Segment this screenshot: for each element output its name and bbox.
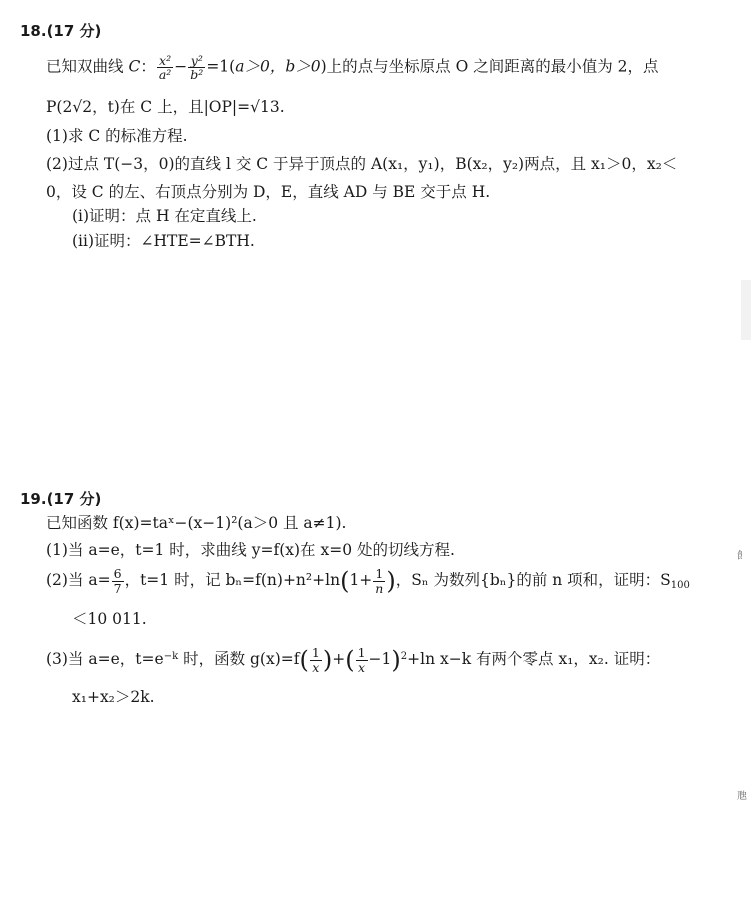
q19-p3-square: 2 [400,651,408,662]
q18-colon: ： [140,57,156,76]
q19-p2-frac-n-den: n [375,580,384,596]
q18-text-intro: 已知双曲线 [46,57,129,76]
q19-p3-frac1 [310,646,322,673]
q18-text-rest: )上的点与坐标原点 O 之间距离的最小值为 2，点 [320,57,659,76]
scan-edge-shadow [741,280,751,340]
q19-p2-frac-a-den: 7 [113,580,122,596]
q18-part2-line2: 0，设 C 的左、右顶点分别为 D，E，直线 AD 与 BE 交于点 H. [46,183,491,201]
q18-line2: P(2√2，t)在 C 上，且|OP|=√13. [46,98,285,116]
q18-part2-i: (ⅰ)证明：点 H 在定直线上. [72,207,257,225]
q18-part1: (1)求 C 的标准方程. [46,127,188,145]
q19-p2-one: 1+ [349,571,373,589]
q18-score: (17 分) [46,22,102,40]
q19-number: 19. [20,490,47,508]
q19-p3-rparen1: ) [322,646,333,674]
q19-p3-text-c: +ln x−k 有两个零点 x₁，x₂. 证明： [407,650,661,668]
q18-condition: a＞0，b＞0 [235,57,321,76]
q19-p3-frac1-num: 1 [311,645,320,661]
q19-p2-frac-a-num: 6 [113,566,122,582]
q18-frac-y [188,54,205,81]
q19-p3-text-b: 时，函数 g(x)=f [178,650,300,668]
q18-minus: − [174,57,188,76]
q19-p2-text-b: ，t=1 时，记 bₙ=f(n)+n²+ln [124,571,341,589]
q19-p3-lparen2: ( [345,646,355,674]
q19-p2-lparen: ( [340,567,350,595]
q19-p3-exp: −k [163,651,179,662]
q18-frac-x-den: a² [158,67,172,83]
q19-part1: (1)当 a=e，t=1 时，求曲线 y=f(x)在 x=0 处的切线方程. [46,541,455,559]
q19-p2-rparen: ) [386,567,396,595]
q19-p3-frac2-den: x [358,659,366,675]
q19-score: (17 分) [46,490,102,508]
q18-frac-x-num: x² [157,54,173,68]
q18-number: 18. [20,22,47,40]
q18-heading [20,22,101,41]
q19-part2-line1 [46,566,690,596]
q19-p3-frac2 [356,646,368,673]
margin-mark-low: 虺 [737,791,747,802]
q19-p2-text-a: (2)当 a= [46,571,111,589]
q18-eq: =1( [206,57,236,76]
q19-p3-lparen1: ( [299,646,309,674]
q19-heading [20,490,101,509]
q19-p2-text-c: ，Sₙ 为数列{bₙ}的前 n 项和，证明：S [395,571,671,589]
q19-p2-frac-n-num: 1 [373,567,385,581]
q19-p3-plus: + [332,650,346,668]
q18-line1 [46,54,659,81]
q19-p2-frac-n [373,567,385,594]
q19-part3-line1 [46,645,660,675]
q19-p3-text-a: (3)当 a=e，t=e [46,650,164,668]
margin-mark-mid: 飠 [737,551,747,562]
q19-line1: 已知函数 f(x)=taˣ−(x−1)²(a＞0 且 a≠1). [46,514,347,532]
q18-curve-name: C [128,57,141,76]
q19-p3-rparen2: ) [391,646,401,674]
q19-p3-frac2-num: 1 [357,645,366,661]
q18-part2-line1: (2)过点 T(−3，0)的直线 l 交 C 于异于顶点的 A(x₁，y₁)，B(x₂，y₂)两点，且 x₁＞0，x₂＜ [46,155,678,173]
q19-p3-minus1: −1 [368,650,392,668]
q18-part2-ii: (ⅱ)证明：∠HTE=∠BTH. [72,232,255,250]
q19-p3-frac1-den: x [312,659,320,675]
q18-frac-y-den: b² [190,67,204,83]
q19-p2-frac-a [112,567,124,594]
q19-p2-sub: 100 [670,580,690,591]
q19-part2-line2: ＜10 011. [72,610,147,628]
q18-frac-y-num: y² [188,54,205,68]
q19-part3-line2: x₁+x₂＞2k. [72,688,155,706]
q18-frac-x [157,54,173,81]
